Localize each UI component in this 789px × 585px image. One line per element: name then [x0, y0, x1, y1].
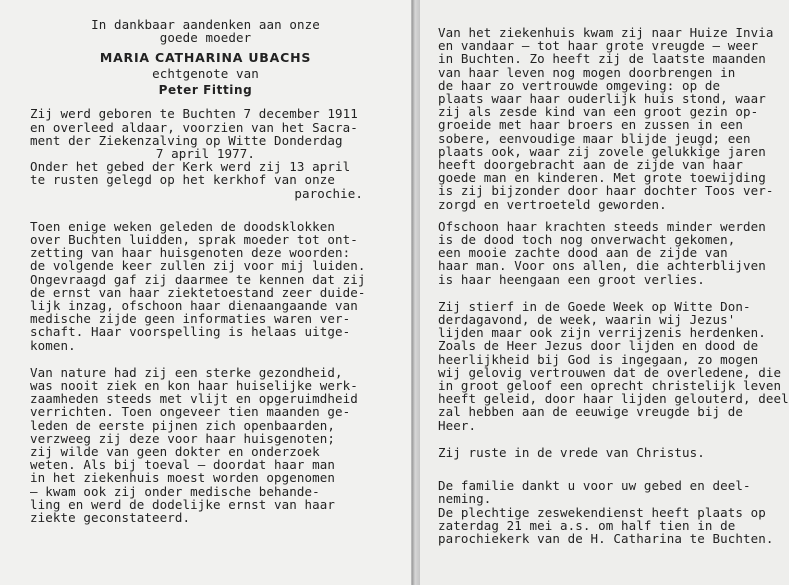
text-line: — kwam ook zij onder medische behande-	[30, 483, 320, 499]
text-line: is zij bijzonder door haar dochter Toos ver-	[438, 183, 774, 199]
dedication-line: goede moeder	[159, 30, 252, 46]
rest-in-peace-line: Zij ruste in de vrede van Christus.	[438, 444, 705, 460]
text-line: neming.	[438, 491, 492, 507]
text-line: De familie dankt u voor uw gebed en deel-	[438, 478, 751, 494]
text-line: 7 april 1977.	[155, 146, 256, 162]
text-line: Zij werd geboren te Buchten 7 december 1911	[30, 106, 358, 122]
text-line: heeft doorgebracht aan de zijde van haar	[438, 157, 744, 173]
bells-paragraph	[30, 220, 399, 352]
text-line: zij wilde van geen dokter en onderzoek	[30, 444, 320, 460]
text-line: groeide met haar broers en zussen in een	[438, 117, 744, 133]
text-line: leden de eerste pijnen zich openbaarden,	[30, 417, 336, 433]
text-line: zaamheden steeds met vlijt en opgeruimdheid	[30, 391, 358, 407]
text-line: en overleed aldaar, voorzien van het Sacra-	[30, 119, 358, 135]
health-paragraph	[30, 366, 399, 524]
right-page	[420, 0, 789, 585]
thanks-paragraph	[438, 479, 783, 505]
text-line: lijk inzag, ofschoon haar dienaangaande van	[30, 298, 358, 314]
text-line: is de dood toch nog onverwacht gekomen,	[438, 232, 736, 248]
text-line: over Buchten luidden, sprak moeder tot ont-	[30, 232, 358, 248]
page-fold	[412, 0, 420, 585]
text-line: verzweeg zij deze voor haar huisgenoten;	[30, 430, 336, 446]
text-line: was nooit ziek en kon haar huiselijke werk-	[30, 378, 358, 394]
text-line: en vandaar — tot haar grote vreugde — weer	[438, 38, 759, 54]
text-line: Toen enige weken geleden de doodsklokken	[30, 218, 336, 234]
text-line: in Buchten. Zo heeft zij de laatste maanden	[438, 51, 766, 67]
text-line: plaats ook, waar zij zovele gelukkige jaren	[438, 143, 766, 159]
text-line: ziekte geconstateerd.	[30, 510, 191, 526]
text-line: zaterdag 21 mei a.s. om half tien in de	[438, 517, 736, 533]
text-line: in het ziekenhuis moest worden opgenomen	[30, 470, 336, 486]
text-line: parochie.	[294, 185, 363, 201]
text-line: ment der Ziekenzalving op Witte Donderdag	[30, 132, 343, 148]
text-line: een mooie zachte dood aan de zijde van	[438, 245, 728, 261]
text-line: te rusten gelegd op het kerkhof van onze	[30, 172, 336, 188]
text-line: medische zijde geen informaties waren ver-	[30, 311, 351, 327]
text-line: in groot geloof een oprecht christelijk leven	[438, 378, 782, 394]
dedication-line: In dankbaar aandenken aan onze	[91, 17, 320, 32]
text-line: schaft. Haar voorspelling is helaas uitge-	[30, 324, 351, 340]
burial-paragraph	[30, 160, 399, 200]
text-line: Zoals de Heer Jezus door lijden en dood de	[438, 338, 759, 354]
text-line: heeft geleid, door haar lijden gelouterd, deel	[438, 391, 789, 407]
text-line: de haar zo vertrouwde omgeving: op de	[438, 77, 721, 93]
text-line: de ernst van haar ziektetoestand zeer duide-	[30, 284, 366, 300]
spouse-label: echtgenote van	[152, 66, 259, 82]
text-line: lijden maar ook zijn verrijzenis herdenken.	[438, 325, 766, 341]
text-line: goede man en kinderen. Met grote toewijding	[438, 170, 766, 186]
spouse-name: Peter Fitting	[158, 83, 253, 98]
service-paragraph	[438, 506, 783, 546]
text-line: sobere, eenvoudige maar blijde jeugd; een	[438, 130, 751, 146]
text-line: de volgende keer zullen zij voor mij luiden.	[30, 258, 366, 274]
text-line: komen.	[30, 337, 76, 353]
text-line: De plechtige zeswekendienst heeft plaats op	[438, 504, 766, 520]
text-line: verrichten. Toen ongeveer tien maanden ge-	[30, 404, 351, 420]
text-line: Van nature had zij een sterke gezondheid,	[30, 364, 343, 380]
text-line: parochiekerk van de H. Catharina te Buchten.	[438, 530, 774, 546]
text-line: weten. Als bij toeval — doordat haar man	[30, 457, 336, 473]
text-line: zorgd en vertroeteld geworden.	[438, 196, 667, 212]
text-line: Ofschoon haar krachten steeds minder werden	[438, 218, 766, 234]
text-line: zal hebben aan de eeuwige vreugde bij de	[438, 404, 744, 420]
text-line: Van het ziekenhuis kwam zij naar Huize Invia	[438, 25, 774, 40]
text-line: heerlijkheid bij God is ingegaan, zo mogen	[438, 351, 759, 367]
hospital-paragraph	[438, 26, 783, 211]
deceased-name: MARIA CATHARINA UBACHS	[99, 50, 312, 66]
text-line: plaats waar haar ouderlijk huis stond, waar	[438, 91, 766, 107]
text-line: Zij stierf in de Goede Week op Witte Don-	[438, 298, 751, 314]
birth-death-paragraph	[30, 107, 399, 160]
text-line: zetting van haar huisgenoten deze woorden:	[30, 245, 351, 261]
text-line: zij als zesde kind van een groot gezin op-	[438, 104, 759, 120]
holy-week-paragraph	[438, 298, 789, 433]
text-line: van haar leven nog mogen doorbrengen in	[438, 64, 736, 80]
text-line: haar man. Voor ons allen, die achterblijven	[438, 258, 766, 274]
strength-paragraph	[438, 220, 783, 286]
text-line: wij gelovig vertrouwen dat de overledene, die	[438, 364, 782, 380]
dedication	[30, 18, 399, 44]
text-line: derdagavond, de week, waarin wij Jezus'	[438, 312, 736, 328]
text-line: is haar heengaan een groot verlies.	[438, 271, 705, 287]
text-line: Heer.	[438, 417, 477, 433]
text-line: ling en werd de dodelijke ernst van haar	[30, 496, 336, 512]
text-line: Ongevraagd gaf zij daarmee te kennen dat zij	[30, 271, 366, 287]
text-line: Onder het gebed der Kerk werd zij 13 april	[30, 159, 351, 175]
